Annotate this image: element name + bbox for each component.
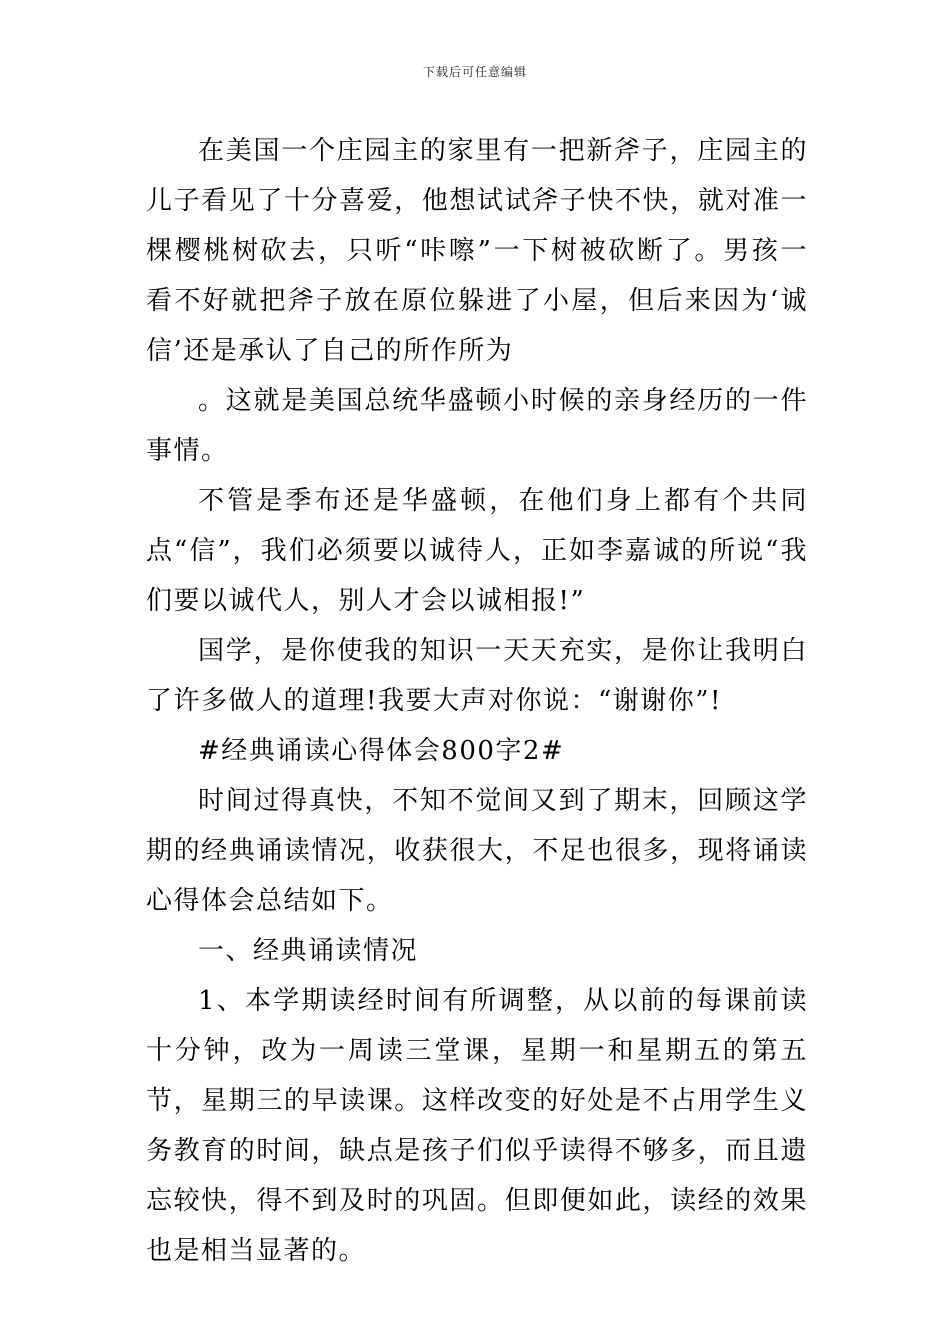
paragraph-guoxue-thanks: 国学，是你使我的知识一天天充实，是你让我明白了许多做人的道理!我要大声对你说：“谢谢你”!	[146, 636, 808, 716]
section-heading-reading-status: 一、经典诵读情况	[198, 936, 419, 966]
section-heading-essay-2: #经典诵读心得体会800字2#	[198, 736, 565, 766]
paragraph-semester-review: 时间过得真快，不知不觉间又到了期末，回顾这学期的经典诵读情况，收获很大，不足也很多，现将诵读心得体会总结如下。	[146, 786, 808, 916]
paragraph-trust-common-point: 不管是季布还是华盛顿，在他们身上都有个共同点“信”，我们必须要以诚待人，正如李嘉诚的所说“我们要以诚代人，别人才会以诚相报!”	[146, 486, 808, 616]
page-header-note: 下载后可任意编辑	[422, 65, 527, 79]
document-body	[146, 126, 808, 1276]
paragraph-washington-story: 在美国一个庄园主的家里有一把新斧子，庄园主的儿子看见了十分喜爱，他想试试斧子快不快，就对准一棵樱桃树砍去，只听“咔嚓”一下树被砍断了。男孩一看不好就把斧子放在原位躲进了小屋，但后来因为‘诚信’还是承认了自己的所作所为	[146, 136, 808, 366]
paragraph-washington-conclusion: 。这就是美国总统华盛顿小时候的亲身经历的一件事情。	[146, 386, 808, 466]
paragraph-reading-schedule: 1、本学期读经时间有所调整，从以前的每课前读十分钟，改为一周读三堂课，星期一和星期五的第五节，星期三的早读课。这样改变的好处是不占用学生义务教育的时间，缺点是孩子们似乎读得不够多，而且遗忘较快，得不到及时的巩固。但即便如此，读经的效果也是相当显著的。	[146, 986, 808, 1266]
